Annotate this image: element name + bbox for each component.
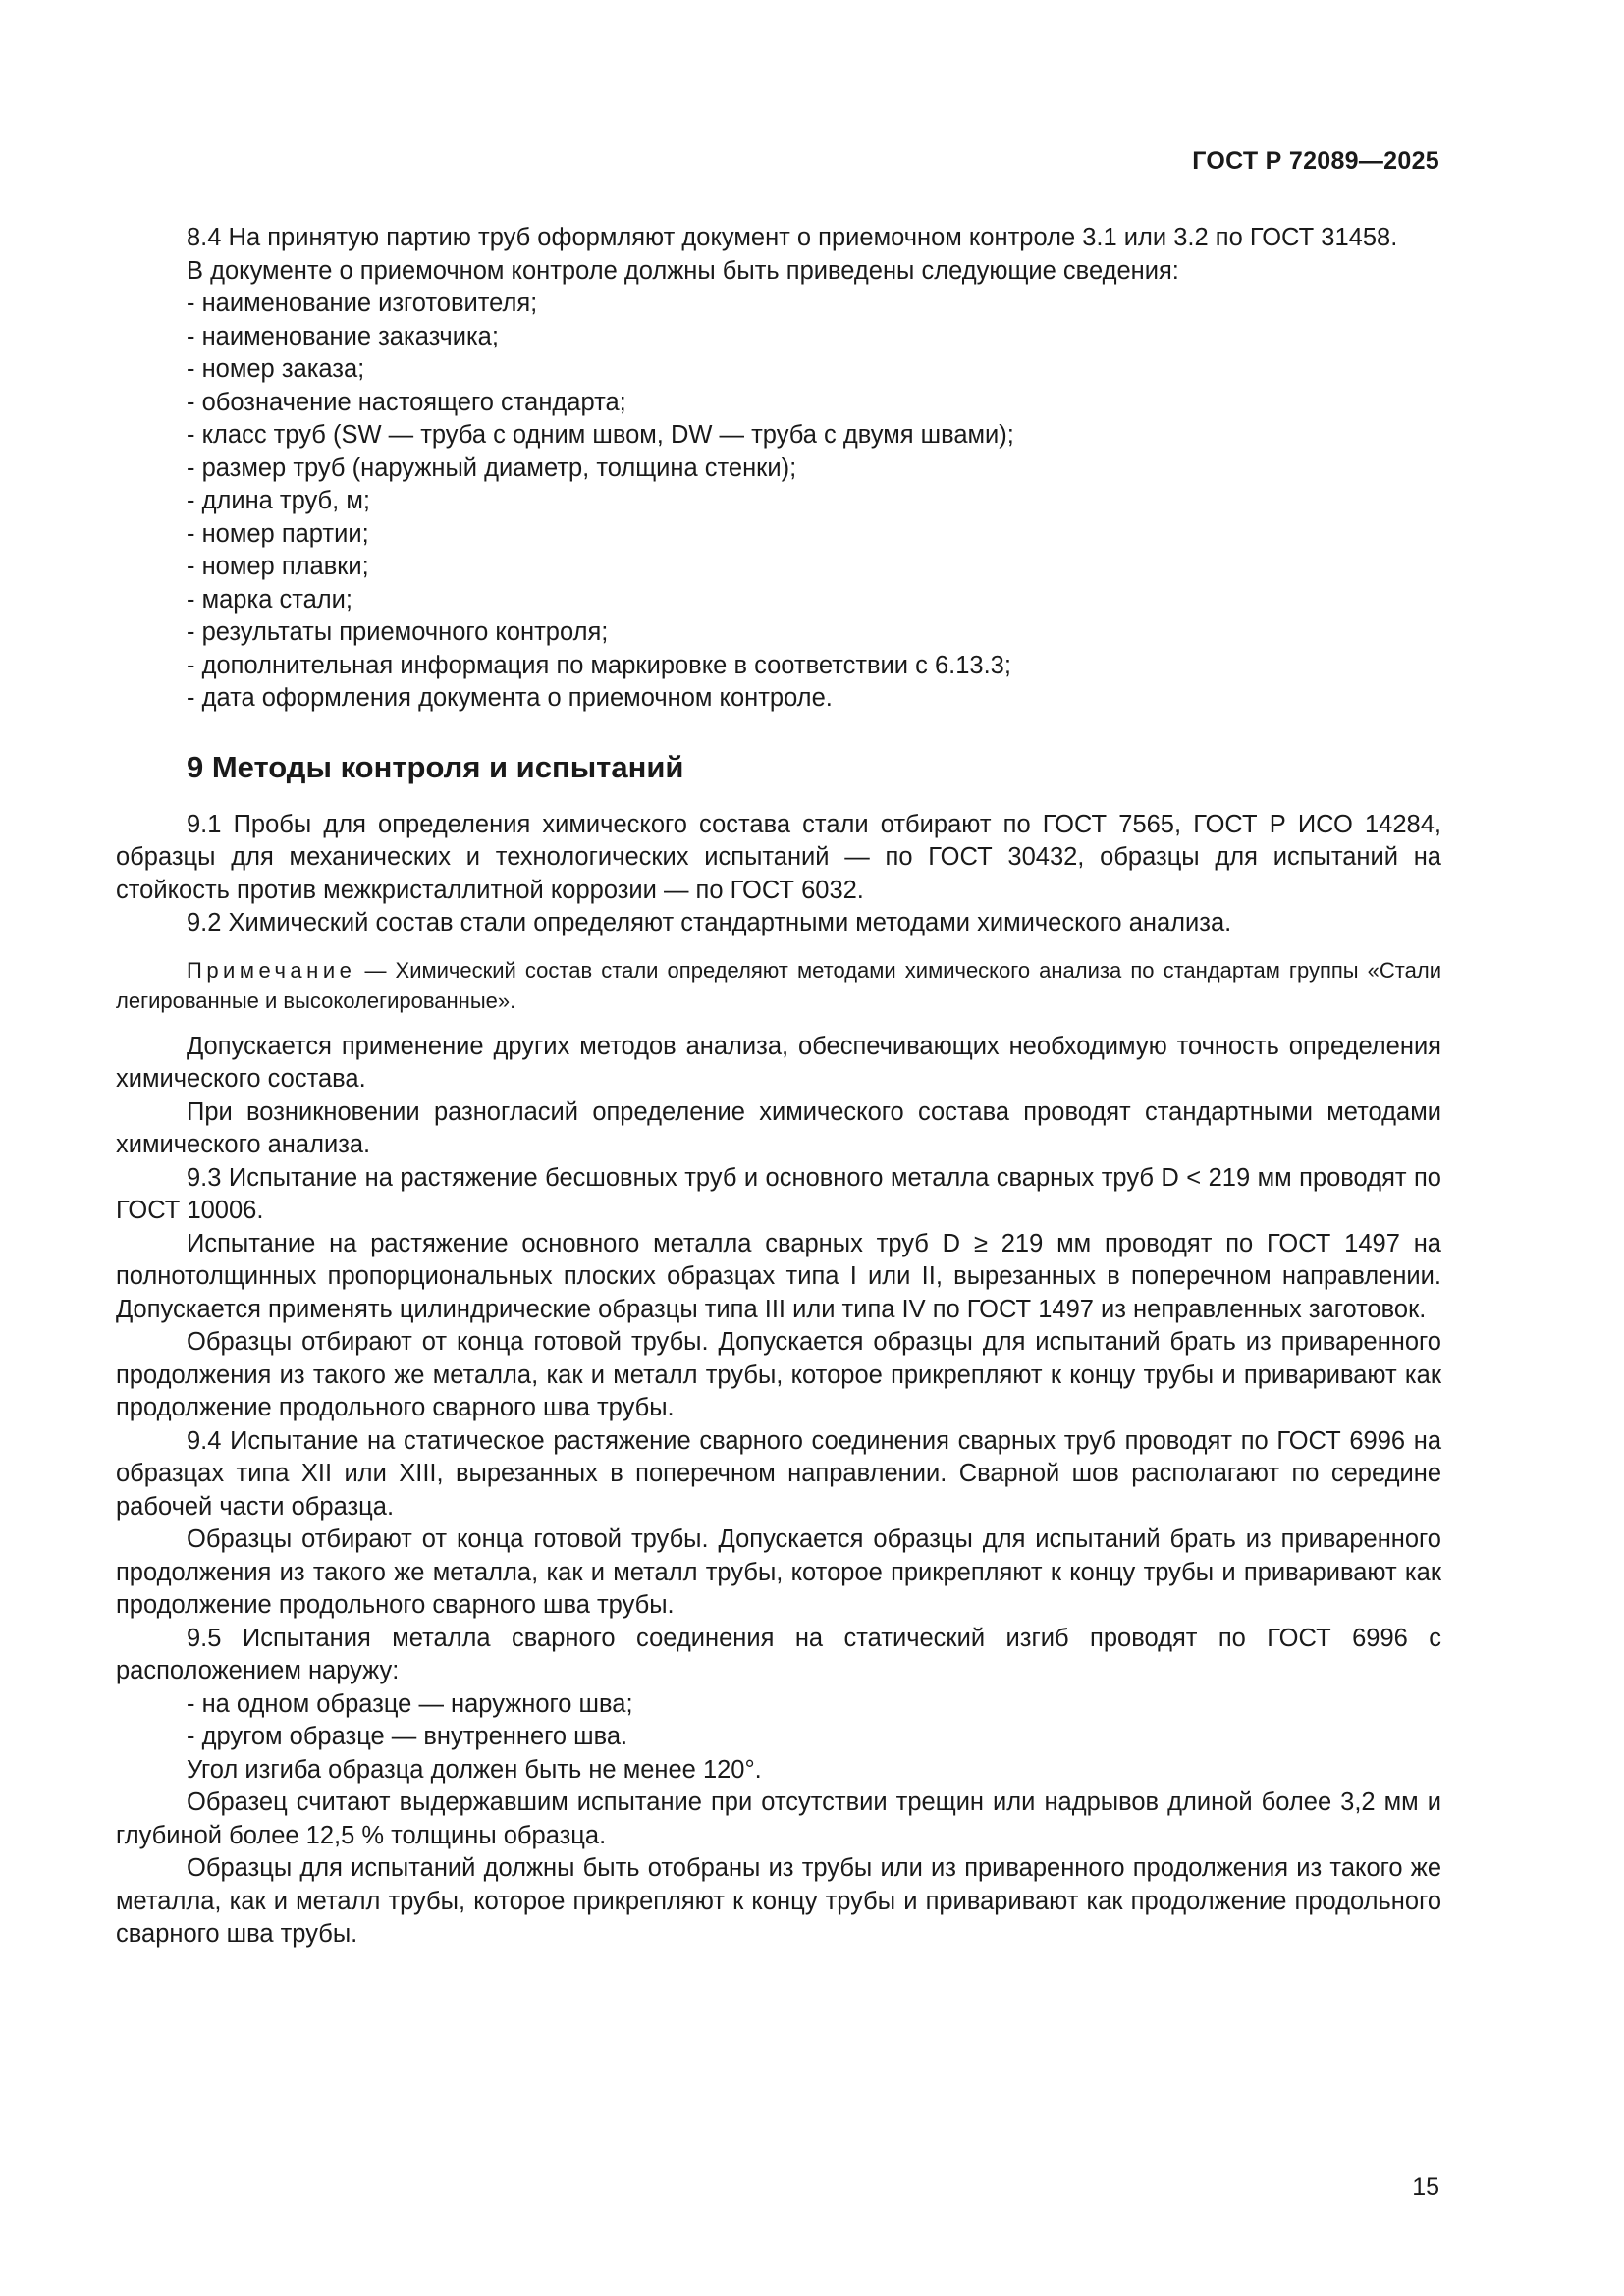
- paragraph-9-3-large-diameter: Испытание на растяжение основного металла сварных труб D ≥ 219 мм проводят по ГОСТ 1497 на полнотолщинных пропорциональных плоских образцах типа I или II, вырезанных в поперечном направлении. Допускается применять цилиндрические образцы типа III или типа IV по ГОСТ 1497 из неправленных заготовок.: [116, 1229, 1441, 1323]
- page-number: 15: [1412, 2173, 1439, 2201]
- list-item: - номер партии;: [187, 519, 369, 548]
- paragraph-8-4-intro: В документе о приемочном контроле должны быть приведены следующие сведения:: [187, 256, 1179, 285]
- list-item: - номер плавки;: [187, 553, 369, 580]
- list-item: - результаты приемочного контроля;: [187, 618, 609, 646]
- paragraph-9-4: 9.4 Испытание на статическое растяжение сварного соединения сварных труб проводят по ГОСТ 6996 на образцах типа XII или XIII, вырезанных в поперечном направлении. Сварной шов располагают по середине рабочей части образца.: [116, 1426, 1441, 1521]
- paragraph-9-4-sampling: Образцы отбирают от конца готовой трубы. Допускается образцы для испытаний брать из приваренного продолжения из такого же металла, как и металл трубы, которое прикрепляют к концу трубы и приваривают как продолжение продольного сварного шва трубы.: [116, 1525, 1441, 1619]
- paragraph-9-2-disputes: При возникновении разногласий определение химического состава проводят стандартными методами химического анализа.: [116, 1097, 1441, 1158]
- note-label: Примечание: [187, 957, 356, 983]
- note-text: — Химический состав стали определяют методами химического анализа по стандартам группы «Стали легированные и высоколегированные».: [116, 957, 1441, 1013]
- list-item: - наименование изготовителя;: [187, 290, 538, 317]
- list-item: - наименование заказчика;: [187, 322, 499, 350]
- paragraph-9-5-angle: Угол изгиба образца должен быть не менее 120°.: [187, 1755, 762, 1784]
- list-item: - на одном образце — наружного шва;: [187, 1689, 633, 1718]
- note: [116, 955, 1441, 1016]
- list-item: - номер заказа;: [187, 355, 365, 383]
- list-item: - марка стали;: [187, 585, 352, 614]
- list-item: - длина труб, м;: [187, 487, 370, 514]
- list-item: - другом образце — внутреннего шва.: [187, 1723, 628, 1750]
- paragraph-9-3: 9.3 Испытание на растяжение бесшовных труб и основного металла сварных труб D < 219 мм проводят по ГОСТ 10006.: [116, 1163, 1441, 1224]
- list-item: - размер труб (наружный диаметр, толщина стенки);: [187, 454, 797, 482]
- paragraph-9-2: 9.2 Химический состав стали определяют стандартными методами химического анализа.: [187, 909, 1232, 936]
- paragraph-9-5-sampling: Образцы для испытаний должны быть отобраны из трубы или из приваренного продолжения из такого же металла, как и металл трубы, которое прикрепляют к концу трубы и приваривают как продолжение продольного сварного шва трубы.: [116, 1854, 1441, 1948]
- section-9-heading: 9 Методы контроля и испытаний: [187, 749, 684, 784]
- list-item: - дата оформления документа о приемочном контроле.: [187, 684, 833, 712]
- list-item: - класс труб (SW — труба с одним швом, DW — труба с двумя швами);: [187, 421, 1014, 449]
- list-item: - обозначение настоящего стандарта;: [187, 388, 626, 416]
- document-code-header: ГОСТ Р 72089—2025: [1192, 147, 1439, 175]
- page-body: [116, 222, 1441, 1951]
- paragraph-9-2-alt-methods: Допускается применение других методов анализа, обеспечивающих необходимую точность определения химического состава.: [116, 1032, 1441, 1093]
- list-9-5: [116, 1688, 1441, 1754]
- paragraph-9-5-criteria: Образец считают выдержавшим испытание при отсутствии трещин или надрывов длиной более 3,2 мм и глубиной более 12,5 % толщины образца.: [116, 1789, 1441, 1849]
- paragraph-9-3-sampling: Образцы отбирают от конца готовой трубы. Допускается образцы для испытаний брать из приваренного продолжения из такого же металла, как и металл трубы, которое прикрепляют к концу трубы и приваривают как продолжение продольного сварного шва трубы.: [116, 1328, 1441, 1421]
- paragraph-9-1: 9.1 Пробы для определения химического состава стали отбирают по ГОСТ 7565, ГОСТ Р ИСО 14284, образцы для механических и технологических испытаний — по ГОСТ 30432, образцы для испытаний на стойкость против межкристаллитной коррозии — по ГОСТ 6032.: [116, 810, 1441, 904]
- paragraph-8-4: 8.4 На принятую партию труб оформляют документ о приемочном контроле 3.1 или 3.2 по ГОСТ 31458.: [187, 224, 1398, 251]
- list-8-4: [116, 288, 1441, 716]
- paragraph-9-5: 9.5 Испытания металла сварного соединения на статический изгиб проводят по ГОСТ 6996 с расположением наружу:: [116, 1624, 1441, 1684]
- list-item: - дополнительная информация по маркировке в соответствии с 6.13.3;: [187, 651, 1011, 679]
